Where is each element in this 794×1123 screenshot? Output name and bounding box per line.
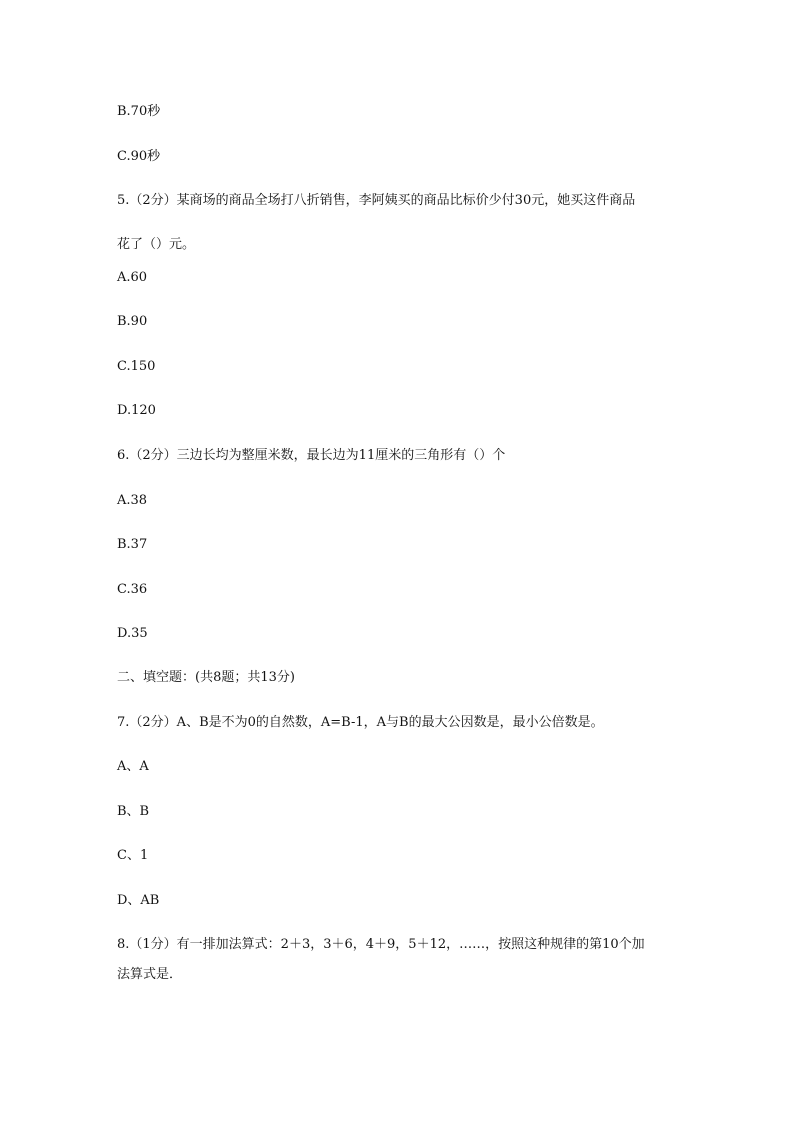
q7-option-b: B、B (117, 804, 150, 819)
q4-option-b: B.70秒 (117, 104, 161, 119)
q5-option-a: A.60 (117, 270, 148, 285)
q5-option-c: C.150 (117, 359, 156, 374)
q6-text: 6.（2分）三边长均为整厘米数，最长边为11厘米的三角形有（）个 (117, 448, 506, 463)
section-heading: 二、填空题：(共8题；共13分) (117, 670, 295, 685)
q6-option-c: C.36 (117, 582, 148, 597)
q6-option-b: B.37 (117, 537, 148, 552)
q5-option-d: D.120 (117, 403, 156, 418)
q7-text: 7.（2分）A、B是不为0的自然数，A=B-1，A与B的最大公因数是，最小公倍数是。 (117, 715, 604, 730)
q4-option-c: C.90秒 (117, 149, 161, 164)
q7-option-d: D、AB (117, 893, 160, 908)
q5-text-line1: 5.（2分）某商场的商品全场打八折销售，李阿姨买的商品比标价少付30元，她买这件商品 (117, 193, 636, 208)
q6-option-a: A.38 (117, 493, 148, 508)
q6-option-d: D.35 (117, 626, 148, 641)
q8-text-line2: 法算式是． (117, 967, 183, 982)
q5-option-b: B.90 (117, 314, 148, 329)
q5-text-line2: 花了（）元。 (117, 237, 196, 252)
q7-option-a: A、A (117, 759, 149, 774)
q7-option-c: C、1 (117, 848, 149, 863)
q8-text-line1: 8.（1分）有一排加法算式：2＋3，3＋6，4＋9，5＋12，……，按照这种规律的第10个加 (117, 937, 645, 952)
